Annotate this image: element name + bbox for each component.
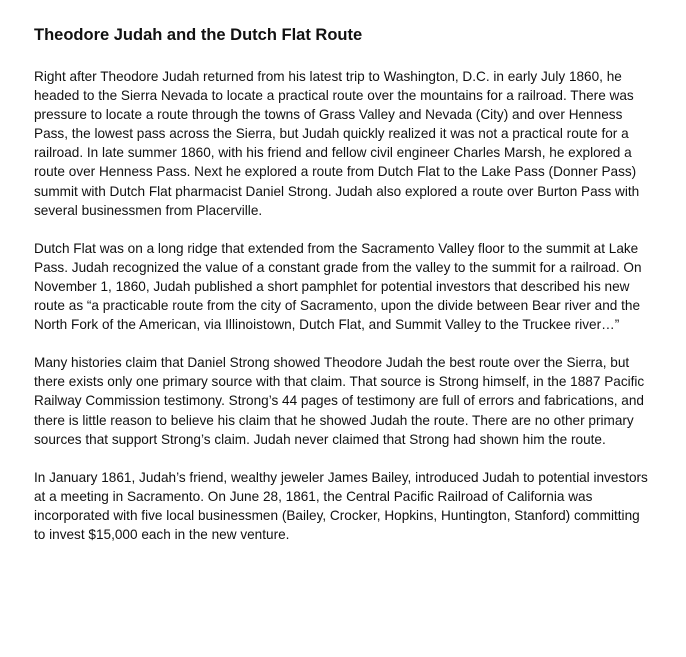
document-page [34,24,654,563]
paragraph-dutch-flat-ridge: Dutch Flat was on a long ridge that extended from the Sacramento Valley floor to the summit at Lake Pass. Judah recognized the value of a constant grade from the valley to the summit for a railroad. On November 1, 1860, Judah published a short pamphlet for potential investors that described his new route as “a practicable route from the city of Sacramento, upon the divide between Bear river and the North Fork of the American, via Illinoistown, Dutch Flat, and Summit Valley to the Truckee river…” [34,240,642,333]
paragraph-route-exploration: Right after Theodore Judah returned from his latest trip to Washington, D.C. in early July 1860, he headed to the Sierra Nevada to locate a practical route over the mountains for a railroad. There was pressure to locate a route through the towns of Grass Valley and Nevada (City) and over Henness Pass, the lowest pass across the Sierra, but Judah quickly realized it was not a practical route for a railroad. In late summer 1860, with his friend and fellow civil engineer Charles Marsh, he explored a route over Henness Pass. Next he explored a route from Dutch Flat to the Lake Pass (Donner Pass) summit with Dutch Flat pharmacist Daniel Strong. Judah also explored a route over Burton Pass with several businessmen from Placerville. [34,69,640,218]
paragraph-strong-claim: Many histories claim that Daniel Strong showed Theodore Judah the best route over the Sierra, but there exists only one primary source with that claim. That source is Strong himself, in the 1887 Pacific Railway Commission testimony. Strong’s 44 pages of testimony are full of errors and fabrications, and there is little reason to believe his claim that he showed Judah the route. There are no other primary sources that support Strong’s claim. Judah never claimed that Strong had shown him the route. [34,355,645,447]
document-title: Theodore Judah and the Dutch Flat Route [34,26,363,44]
paragraph-central-pacific: In January 1861, Judah’s friend, wealthy jeweler James Bailey, introduced Judah to potential investors at a meeting in Sacramento. On June 28, 1861, the Central Pacific Railroad of California was incorporated with five local businessmen (Bailey, Crocker, Hopkins, Huntington, Stanford) committing to invest $15,000 each in the new venture. [34,469,648,542]
